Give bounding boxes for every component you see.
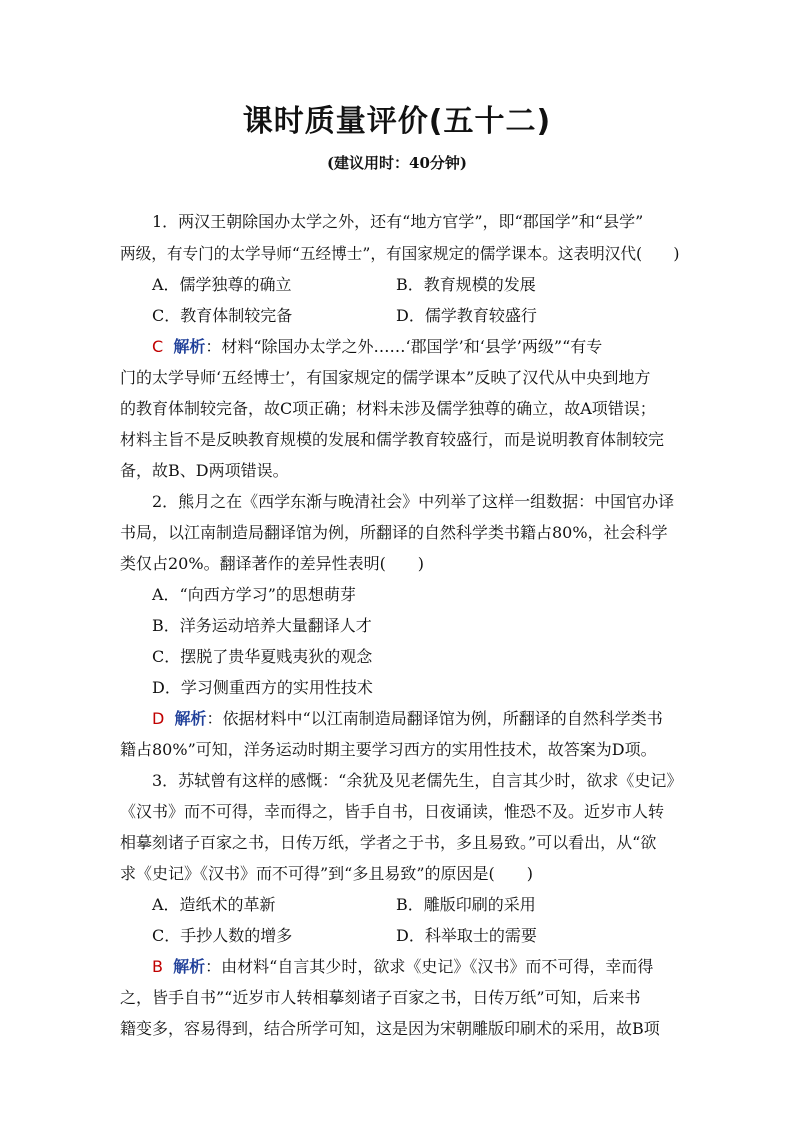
suggested-time: (建议用时：40分钟) [326,154,468,172]
q2-stem-line: 类仅占20%。翻译著作的差异性表明( ) [120,554,425,573]
q1-stem-line: 1．两汉王朝除国办太学之外，还有“地方官学”，即“郡国学”和“县学” [152,212,644,231]
q1-option-a: A．儒学独尊的确立 [152,275,292,294]
q3-stem-line: 3．苏轼曾有这样的感慨：“余犹及见老儒先生，自言其少时，欲求《史记》 [152,771,683,790]
q1-analysis-text: ：材料“除国办太学之外……‘郡国学’和‘县学’两级”“有专 [205,337,603,356]
q3-analysis-line: 籍变多，容易得到，结合所学可知，这是因为宋朝雕版印刷术的采用，故B项 [120,1019,660,1038]
q1-analysis-line [152,337,712,357]
q1-option-d: D．儒学教育较盛行 [396,306,537,325]
q1-answer: C [152,337,164,356]
q3-stem-line: 相摹刻诸子百家之书，日传万纸，学者之于书，多且易致。”可以看出，从“欲 [120,833,657,852]
q2-stem-line: 2．熊月之在《西学东渐与晚清社会》中列举了这样一组数据：中国官办译 [152,492,675,511]
q2-answer: D [152,709,165,728]
analysis-label: 解析 [173,957,206,976]
q2-stem-line: 书局，以江南制造局翻译馆为例，所翻译的自然科学类书籍占80%，社会科学 [120,523,668,542]
q2-analysis-text: ：依据材料中“以江南制造局翻译馆为例，所翻译的自然科学类书 [206,709,663,728]
q1-analysis-line: 备，故B、D两项错误。 [120,461,289,480]
q1-stem-line: 两级，有专门的太学导师“五经博士”，有国家规定的儒学课本。这表明汉代( ) [120,244,680,263]
q3-option-a: A．造纸术的革新 [152,895,276,914]
q3-option-c: C．手抄人数的增多 [152,926,293,945]
analysis-label: 解析 [173,337,206,356]
q3-option-b: B．雕版印刷的采用 [396,895,536,914]
q1-option-c: C．教育体制较完备 [152,306,293,325]
page-title: 课时质量评价(五十二) [242,104,552,139]
analysis-label: 解析 [174,709,207,728]
q1-analysis-line: 的教育体制较完备，故C项正确；材料未涉及儒学独尊的确立，故A项错误； [120,399,656,418]
q1-analysis-line: 门的太学导师‘五经博士’，有国家规定的儒学课本”反映了汉代从中央到地方 [120,368,651,387]
q1-analysis-line: 材料主旨不是反映教育规模的发展和儒学教育较盛行，而是说明教育体制较完 [120,430,665,449]
q3-analysis-line [152,957,712,977]
q2-option-b: B．洋务运动培养大量翻译人才 [152,616,372,635]
q3-analysis-text: ：由材料“自言其少时，欲求《史记》《汉书》而不可得，幸而得 [205,957,654,976]
q2-analysis-line: 籍占80%”可知，洋务运动时期主要学习西方的实用性技术，故答案为D项。 [120,740,657,759]
q3-stem-line: 求《史记》《汉书》而不可得”到“多且易致”的原因是( ) [120,864,534,883]
q3-analysis-line: 之，皆手自书”“近岁市人转相摹刻诸子百家之书，日传万纸”可知，后来书 [120,988,641,1007]
q2-option-d: D．学习侧重西方的实用性技术 [152,678,373,697]
q2-option-c: C．摆脱了贵华夏贱夷狄的观念 [152,647,373,666]
q2-analysis-line [152,709,712,729]
q3-stem-line: 《汉书》而不可得，幸而得之，皆手自书，日夜诵读，惟恐不及。近岁市人转 [120,802,665,821]
q2-option-a: A．“向西方学习”的思想萌芽 [152,585,356,604]
q3-answer: B [152,957,163,976]
q1-option-b: B．教育规模的发展 [396,275,536,294]
q3-option-d: D．科举取士的需要 [396,926,537,945]
